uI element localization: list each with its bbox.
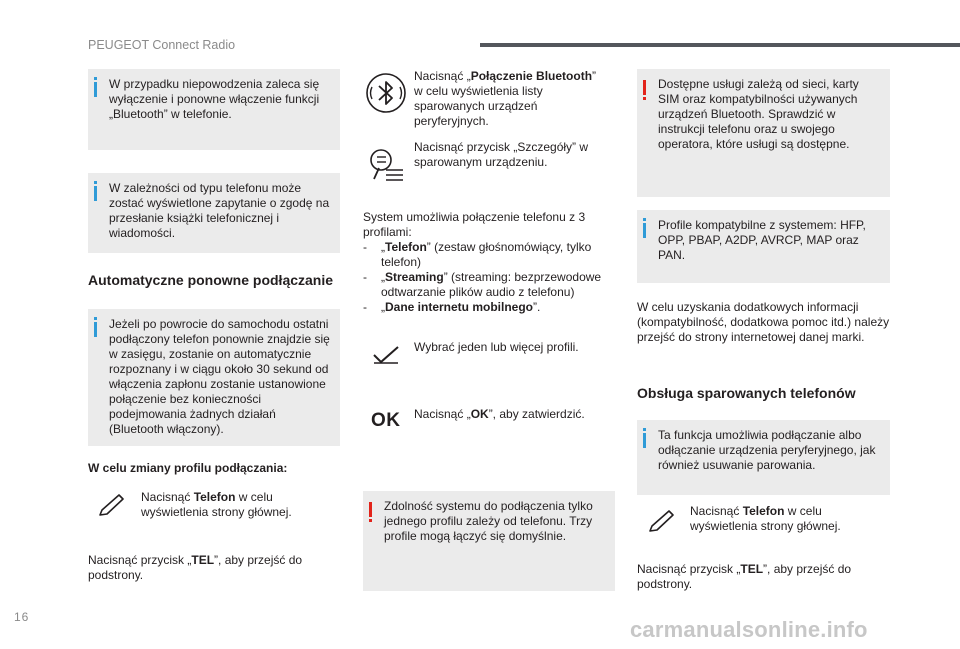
- note-text: W przypadku niepowodzenia zaleca się wyłączenie i ponowne włączenie funkcji „Bluetooth” w telefonie.: [109, 77, 320, 121]
- device-details-icon: [366, 145, 406, 185]
- section-heading-paired-phones: Obsługa sparowanych telefonów: [637, 385, 856, 401]
- profile-item: - „Dane internetu mobilnego”.: [363, 300, 613, 315]
- note-text: Zdolność systemu do podłączenia tylko jednego profilu zależy od telefonu. Trzy profile mogą łączyć się domyślnie.: [384, 499, 593, 543]
- note-text: Jeżeli po powrocie do samochodu ostatni podłączony telefon ponownie znajdzie się w zasięgu, zostanie on automatycznie rozpoznany i w ciągu około 30 sekund od włączenia zapłonu zostanie ustanowione połączenie bez konieczności podejmowania żadnych działań (Bluetooth włączony).: [109, 317, 330, 436]
- press-tel-step: Nacisnąć przycisk „TEL”, aby przejść do podstrony.: [88, 553, 303, 582]
- touch-pen-icon: [97, 492, 127, 518]
- note-text: W zależności od typu telefonu może zostać wyświetlone zapytanie o zgodę na przesłanie książki telefonicznej i wiadomości.: [109, 181, 330, 240]
- profiles-section: [363, 210, 613, 315]
- press-phone-step: Nacisnąć Telefon w celu wyświetlenia strony głównej.: [141, 490, 292, 519]
- info-note-paired-function: [637, 420, 890, 495]
- checkbox-icon: [370, 343, 402, 365]
- profile-item: - „Telefon” (zestaw głośnomówiący, tylko telefon): [363, 240, 613, 270]
- touch-pen-icon: [647, 508, 677, 534]
- warning-note-services: [637, 69, 890, 197]
- running-header: PEUGEOT Connect Radio: [88, 38, 236, 52]
- press-bluetooth-connection-step: Nacisnąć „Połączenie Bluetooth” w celu wyświetlenia listy sparowanych urządzeń peryferyjnych.: [414, 69, 597, 128]
- press-details-step: Nacisnąć przycisk „Szczegóły” w sparowanym urządzeniu.: [414, 140, 589, 169]
- warning-icon: [369, 502, 372, 517]
- info-note-compatible-profiles: [637, 210, 890, 283]
- info-icon: [94, 82, 97, 97]
- ok-icon: OK: [371, 410, 401, 431]
- watermark: carmanualsonline.info: [630, 617, 868, 642]
- info-icon: [94, 186, 97, 201]
- press-phone-step: Nacisnąć Telefon w celu wyświetlenia strony głównej.: [690, 504, 841, 533]
- note-text: Ta funkcja umożliwia podłączanie albo odłączanie urządzenia peryferyjnego, jak również usuwanie parowania.: [658, 428, 876, 472]
- profiles-intro: System umożliwia połączenie telefonu z 3 profilami:: [363, 210, 586, 239]
- section-heading-auto-reconnect: Automatyczne ponowne podłączanie: [88, 272, 334, 288]
- info-note-bluetooth-retry: [88, 69, 340, 150]
- warning-note-single-profile: [363, 491, 615, 591]
- info-note-auto-reconnect: [88, 309, 340, 446]
- press-ok-step: Nacisnąć „OK”, aby zatwierdzić.: [414, 407, 585, 421]
- info-icon: [94, 322, 97, 337]
- bluetooth-icon: [365, 72, 407, 114]
- page-number: 16: [14, 610, 30, 624]
- choose-profiles-step: Wybrać jeden lub więcej profili.: [414, 340, 579, 354]
- info-note-phonebook: [88, 173, 340, 253]
- note-text: Dostępne usługi zależą od sieci, karty SIM oraz kompatybilności używanych urządzeń Bluetooth. Sprawdzić w instrukcji telefonu oraz u swojego operatora, które usługi są dostępne.: [658, 77, 859, 151]
- warning-icon: [643, 80, 646, 95]
- more-info-text: W celu uzyskania dodatkowych informacji (kompatybilność, dodatkowa pomoc itd.) należy przejść do strony internetowej danej marki.: [637, 300, 890, 344]
- profile-change-intro: W celu zmiany profilu podłączania:: [88, 461, 288, 475]
- profiles-list: [363, 240, 613, 315]
- header-bar: [480, 43, 960, 47]
- info-icon: [643, 223, 646, 238]
- press-tel-step: Nacisnąć przycisk „TEL”, aby przejść do podstrony.: [637, 562, 852, 591]
- info-icon: [643, 433, 646, 448]
- note-text: Profile kompatybilne z systemem: HFP, OPP, PBAP, A2DP, AVRCP, MAP oraz PAN.: [658, 218, 866, 262]
- profile-item: - „Streaming” (streaming: bezprzewodowe odtwarzanie plików audio z telefonu): [363, 270, 613, 300]
